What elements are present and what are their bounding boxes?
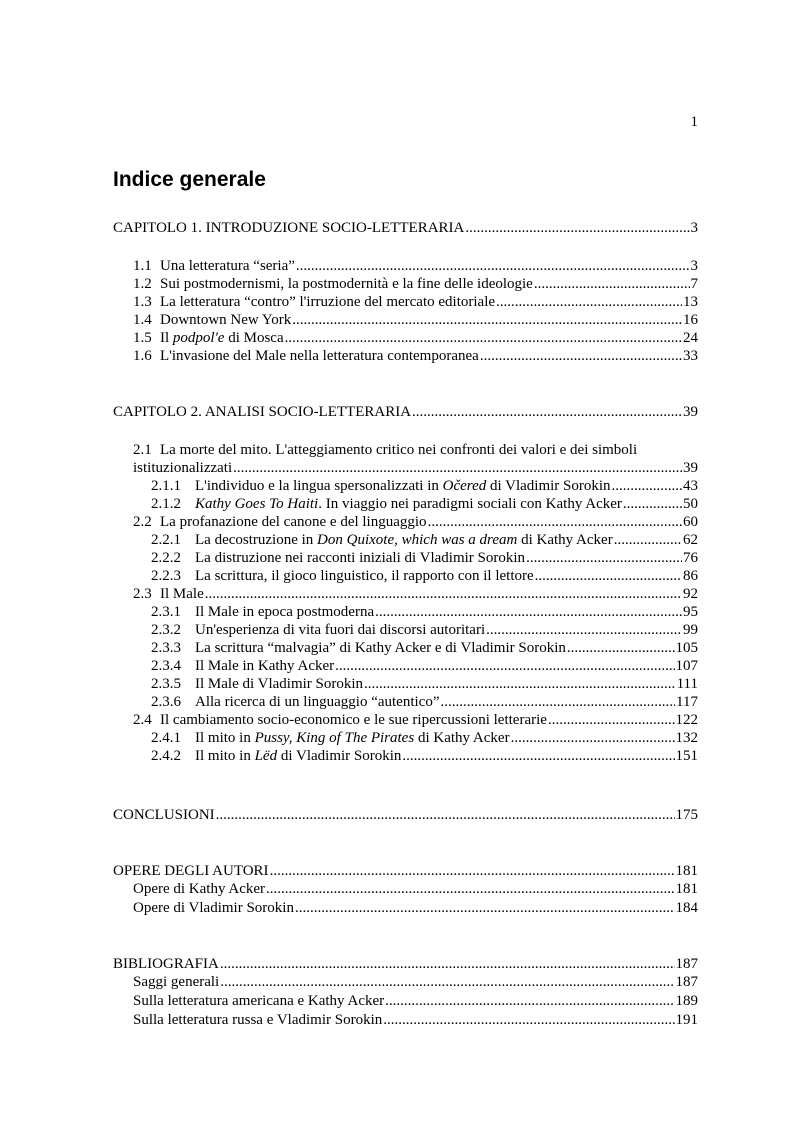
toc-leader xyxy=(270,862,675,880)
toc-page: 181 xyxy=(675,881,698,897)
toc-opere-acker[interactable] xyxy=(133,880,698,898)
toc-leader xyxy=(526,549,682,567)
toc-leader xyxy=(220,973,674,991)
toc-opere-sorokin[interactable] xyxy=(133,899,698,917)
toc-number: 2.3.4 xyxy=(151,658,181,674)
toc-section-2-3-3[interactable] xyxy=(151,639,698,657)
toc-label-italic: podpol'e xyxy=(172,330,225,346)
toc-leader xyxy=(364,675,676,693)
toc-label xyxy=(195,531,613,549)
toc-label: Il Male di Vladimir Sorokin xyxy=(195,676,364,692)
toc-section-2-2-3[interactable] xyxy=(151,567,698,585)
toc-label: Opere di Kathy Acker xyxy=(133,881,266,897)
toc-number: 1.3 xyxy=(133,294,152,310)
toc-leader xyxy=(548,711,675,729)
toc-page: 13 xyxy=(683,294,698,310)
toc-bibliografia-russa[interactable] xyxy=(133,1011,698,1029)
toc-label: BIBLIOGRAFIA xyxy=(113,956,219,972)
toc-section-2-2[interactable] xyxy=(133,513,698,531)
toc-leader xyxy=(412,403,682,421)
toc-label: CAPITOLO 1. INTRODUZIONE SOCIO-LETTERARIA xyxy=(113,220,465,236)
toc-label-text: Il mito in xyxy=(195,748,255,764)
toc-leader xyxy=(216,806,675,824)
toc-label: Alla ricerca di un linguaggio “autentico” xyxy=(195,694,440,710)
toc-number: 2.2 xyxy=(133,514,152,530)
toc-label: Downtown New York xyxy=(160,312,292,328)
toc-number: 2.2.3 xyxy=(151,568,181,584)
toc-leader xyxy=(233,459,682,477)
toc-section-2-3-1[interactable] xyxy=(151,603,698,621)
toc-leader xyxy=(486,621,682,639)
toc-label: La morte del mito. L'atteggiamento critico nei confronti dei valori e dei simboli xyxy=(160,442,638,458)
toc-number: 1.1 xyxy=(133,258,152,274)
toc-section-2-1-2[interactable] xyxy=(151,495,698,513)
toc-page: 43 xyxy=(683,478,698,494)
toc-label: La letteratura “contro” l'irruzione del mercato editoriale xyxy=(160,294,496,310)
toc-page: 24 xyxy=(683,330,698,346)
toc-number: 2.1.1 xyxy=(151,478,181,494)
toc-bibliografia-generali[interactable] xyxy=(133,973,698,991)
toc-label: Sulla letteratura americana e Kathy Acker xyxy=(133,993,385,1009)
toc-label: CAPITOLO 2. ANALISI SOCIO-LETTERARIA xyxy=(113,404,412,420)
toc-label: La profanazione del canone e del linguaggio xyxy=(160,514,427,530)
toc-leader xyxy=(465,219,689,237)
toc-label: CONCLUSIONI xyxy=(113,807,215,823)
toc-page: 60 xyxy=(683,514,698,530)
toc-leader xyxy=(292,311,682,329)
page-title: Indice generale xyxy=(113,168,266,191)
toc-section-2-3-2[interactable] xyxy=(151,621,698,639)
toc-number: 2.4.2 xyxy=(151,748,181,764)
toc-page: 50 xyxy=(683,496,698,512)
toc-leader xyxy=(440,693,675,711)
toc-section-2-3[interactable] xyxy=(133,585,698,603)
toc-label-text: di Kathy Acker xyxy=(517,532,613,548)
toc-label: Sulla letteratura russa e Vladimir Sorokin xyxy=(133,1012,383,1028)
toc-number: 2.3.6 xyxy=(151,694,181,710)
toc-page: 99 xyxy=(683,622,698,638)
toc-number: 2.3.2 xyxy=(151,622,181,638)
toc-page: 187 xyxy=(675,956,698,972)
toc-label-italic: Lëd xyxy=(254,748,278,764)
toc-label-italic: Očered xyxy=(442,478,487,494)
toc-section-2-1[interactable] xyxy=(133,441,637,459)
toc-opere[interactable] xyxy=(113,862,698,880)
toc-label xyxy=(195,729,510,747)
toc-number: 1.5 xyxy=(133,330,152,346)
toc-leader xyxy=(612,477,682,495)
toc-label-text: di Vladimir Sorokin xyxy=(277,748,402,764)
toc-section-1-5[interactable] xyxy=(133,329,698,347)
toc-label xyxy=(195,477,611,495)
toc-leader xyxy=(534,275,690,293)
toc-number: 2.1.2 xyxy=(151,496,181,512)
toc-label: Saggi generali xyxy=(133,974,220,990)
toc-label: Un'esperienza di vita fuori dai discorsi autoritari xyxy=(195,622,486,638)
toc-label-text: La decostruzione in xyxy=(195,532,318,548)
toc-label xyxy=(195,747,401,765)
toc-page: 39 xyxy=(683,460,698,476)
toc-leader xyxy=(295,899,675,917)
toc-label: Una letteratura “seria” xyxy=(160,258,295,274)
toc-label: La scrittura “malvagia” di Kathy Acker e di Vladimir Sorokin xyxy=(195,640,566,656)
toc-number: 2.4 xyxy=(133,712,152,728)
toc-leader xyxy=(383,1011,674,1029)
toc-number: 2.3.1 xyxy=(151,604,181,620)
toc-page: 122 xyxy=(675,712,698,728)
toc-label: OPERE DEGLI AUTORI xyxy=(113,863,269,879)
toc-page: 181 xyxy=(675,863,698,879)
toc-label: istituzionalizzati xyxy=(133,460,233,476)
toc-page: 175 xyxy=(675,807,698,823)
toc-chapter-2[interactable] xyxy=(113,403,698,421)
toc-number: 2.2.2 xyxy=(151,550,181,566)
toc-section-2-2-2[interactable] xyxy=(151,549,698,567)
toc-label xyxy=(160,329,284,347)
toc-leader xyxy=(335,657,674,675)
toc-page: 16 xyxy=(683,312,698,328)
toc-conclusioni[interactable] xyxy=(113,806,698,824)
toc-label-italic: Kathy Goes To Haiti xyxy=(195,496,319,512)
toc-label-text: di Vladimir Sorokin xyxy=(486,478,611,494)
toc-leader xyxy=(623,495,682,513)
toc-label-italic: Don Quixote, which was a dream xyxy=(317,532,518,548)
toc-page: 76 xyxy=(683,550,698,566)
toc-page: 111 xyxy=(676,676,698,692)
toc-section-1-1[interactable] xyxy=(133,257,698,275)
toc-leader xyxy=(296,257,690,275)
toc-section-2-1-cont[interactable] xyxy=(133,459,698,477)
toc-label: La scrittura, il gioco linguistico, il rapporto con il lettore xyxy=(195,568,534,584)
toc-section-2-3-5[interactable] xyxy=(151,675,698,693)
toc-page: 191 xyxy=(675,1012,698,1028)
toc-label-text: Il mito in xyxy=(195,730,255,746)
toc-leader xyxy=(205,585,682,603)
toc-label: Il Male in Kathy Acker xyxy=(195,658,335,674)
toc-section-1-4[interactable] xyxy=(133,311,698,329)
toc-chapter-1[interactable] xyxy=(113,219,698,237)
toc-label-italic: Pussy, King of The Pirates xyxy=(254,730,415,746)
toc-page: 92 xyxy=(683,586,698,602)
toc-label: Il cambiamento socio-economico e le sue ripercussioni letterarie xyxy=(160,712,547,728)
toc-number: 1.6 xyxy=(133,348,152,364)
toc-leader xyxy=(567,639,675,657)
toc-number: 2.3.5 xyxy=(151,676,181,692)
toc-section-1-2[interactable] xyxy=(133,275,698,293)
toc-page: 62 xyxy=(683,532,698,548)
toc-page: 132 xyxy=(675,730,698,746)
toc-section-2-3-4[interactable] xyxy=(151,657,698,675)
toc-number: 1.2 xyxy=(133,276,152,292)
toc-leader xyxy=(385,992,674,1010)
toc-label-text: L'individuo e la lingua spersonalizzati in xyxy=(195,478,443,494)
toc-section-2-4[interactable] xyxy=(133,711,698,729)
toc-label xyxy=(195,495,622,513)
toc-section-2-4-1[interactable] xyxy=(151,729,698,747)
toc-section-1-3[interactable] xyxy=(133,293,698,311)
toc-label: La distruzione nei racconti iniziali di Vladimir Sorokin xyxy=(195,550,526,566)
toc-page: 187 xyxy=(675,974,698,990)
toc-leader xyxy=(402,747,674,765)
toc-page: 105 xyxy=(675,640,698,656)
toc-leader xyxy=(220,955,675,973)
toc-leader xyxy=(614,531,682,549)
toc-page: 7 xyxy=(690,276,698,292)
toc-label: L'invasione del Male nella letteratura contemporanea xyxy=(160,348,479,364)
toc-leader xyxy=(535,567,682,585)
toc-label: Sui postmodernismi, la postmodernità e la fine delle ideologie xyxy=(160,276,533,292)
toc-label-text: Il xyxy=(160,330,173,346)
toc-leader xyxy=(511,729,675,747)
toc-label: Il Male in epoca postmoderna xyxy=(195,604,375,620)
toc-page: 3 xyxy=(690,220,698,236)
toc-page: 184 xyxy=(675,900,698,916)
toc-label-text: di Mosca xyxy=(224,330,284,346)
toc-page: 151 xyxy=(675,748,698,764)
toc-page: 86 xyxy=(683,568,698,584)
toc-number: 2.2.1 xyxy=(151,532,181,548)
toc-section-2-1-1[interactable] xyxy=(151,477,698,495)
toc-section-1-6[interactable] xyxy=(133,347,698,365)
toc-bibliografia[interactable] xyxy=(113,955,698,973)
toc-leader xyxy=(428,513,682,531)
toc-leader xyxy=(266,880,674,898)
toc-number: 1.4 xyxy=(133,312,152,328)
toc-page: 3 xyxy=(690,258,698,274)
toc-label-text: di Kathy Acker xyxy=(414,730,510,746)
toc-leader xyxy=(375,603,682,621)
toc-leader xyxy=(285,329,682,347)
toc-label: Il Male xyxy=(160,586,204,602)
toc-number: 2.4.1 xyxy=(151,730,181,746)
page-number: 1 xyxy=(690,114,698,130)
toc-section-2-2-1[interactable] xyxy=(151,531,698,549)
toc-bibliografia-americana[interactable] xyxy=(133,992,698,1010)
toc-label: Opere di Vladimir Sorokin xyxy=(133,900,294,916)
toc-leader xyxy=(480,347,682,365)
toc-page: 189 xyxy=(675,993,698,1009)
toc-section-2-4-2[interactable] xyxy=(151,747,698,765)
toc-page: 33 xyxy=(683,348,698,364)
toc-number: 2.3 xyxy=(133,586,152,602)
toc-number: 2.1 xyxy=(133,442,152,458)
toc-leader xyxy=(496,293,682,311)
toc-page: 117 xyxy=(676,694,698,710)
toc-label-text: . In viaggio nei paradigmi sociali con Kathy Acker xyxy=(318,496,622,512)
toc-section-2-3-6[interactable] xyxy=(151,693,698,711)
toc-page: 95 xyxy=(683,604,698,620)
toc-number: 2.3.3 xyxy=(151,640,181,656)
toc-page: 107 xyxy=(675,658,698,674)
toc-page: 39 xyxy=(683,404,698,420)
